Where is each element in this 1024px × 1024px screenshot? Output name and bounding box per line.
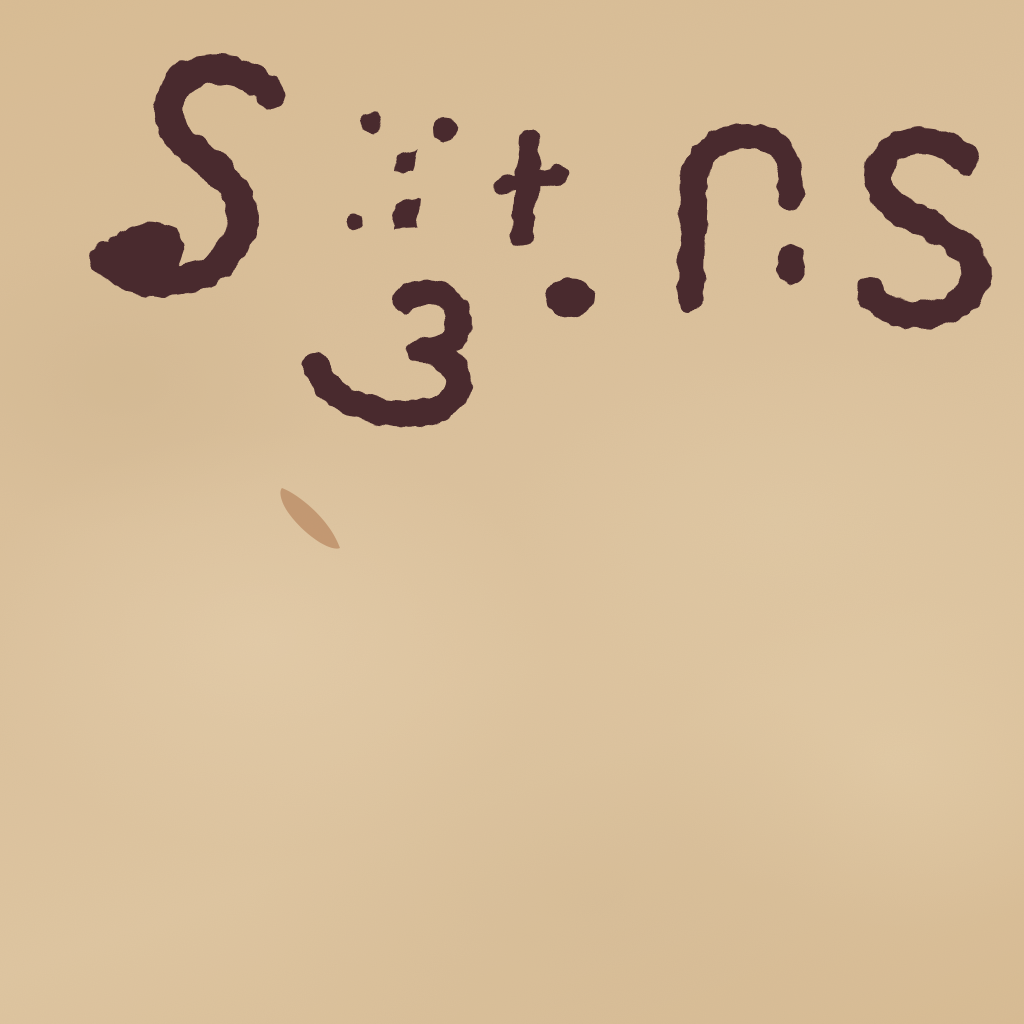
letter-t-crossbar: [505, 175, 560, 185]
period-dot: [546, 278, 594, 318]
ink-dot: [433, 118, 457, 142]
ink-dot: [362, 112, 382, 132]
ink-dot: [346, 214, 362, 230]
